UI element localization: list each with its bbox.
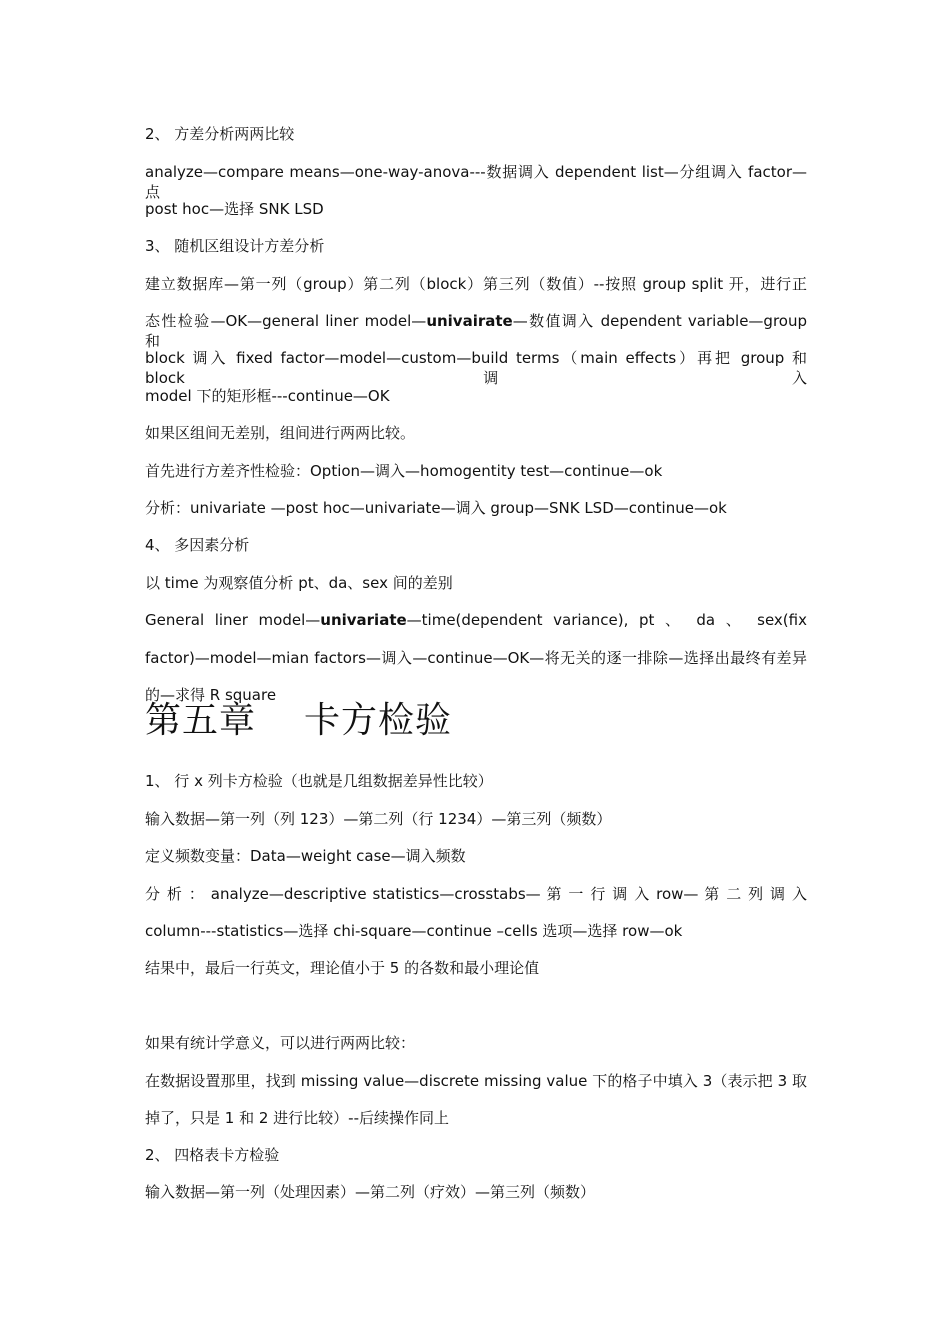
paragraph-line: 输入数据—第一列（列 123）—第二列（行 1234）—第三列（频数） [145,810,612,828]
section-heading: 2、 四格表卡方检验 [145,1146,280,1164]
bold-term: univairate [426,312,513,330]
paragraph-line: model 下的矩形框---continue—OK [145,387,390,405]
paragraph-line: 掉了，只是 1 和 2 进行比较）--后续操作同上 [145,1109,449,1127]
chapter-title: 卡方检验 [304,700,453,741]
paragraph-line [145,311,807,351]
paragraph-line: 如果有统计学意义，可以进行两两比较： [145,1034,416,1052]
paragraph-line: block 调入 fixed factor—model—custom—build terms（main effects）再把 group 和 block 调入 [145,349,807,387]
section-heading: 3、 随机区组设计方差分析 [145,237,325,255]
paragraph-line: column---statistics—选择 chi-square—continue –cells 选项—选择 row—ok [145,922,683,940]
paragraph-line: 如果区组间无差别，组间进行两两比较。 [145,424,416,442]
chapter-number: 第五章 [145,700,257,741]
paragraph-line: 的—求得 R square [145,686,277,704]
paragraph-line: post hoc—选择 SNK LSD [145,200,324,218]
paragraph-line: 分析：univariate —post hoc—univariate—调入 group—SNK LSD—continue—ok [145,499,727,517]
paragraph-line: 定义频数变量：Data—weight case—调入频数 [145,847,466,865]
section-heading: 4、 多因素分析 [145,536,250,554]
section-heading: 1、 行 x 列卡方检验（也就是几组数据差异性比较） [145,772,493,790]
paragraph-line: factor)—model—mian factors—调入—continue—OK—将无关的逐一排除—选择出最终有差异 [145,649,807,667]
paragraph-line: 建立数据库—第一列（group）第二列（block）第三列（数值）--按照 group split 开，进行正 [145,275,807,293]
bold-term: univariate [320,611,407,629]
paragraph-line [145,610,807,630]
text-segment: —数值调入 dependent variable—group 和 [145,312,808,350]
paragraph-line: 结果中，最后一行英文，理论值小于 5 的各数和最小理论值 [145,959,540,977]
paragraph-line: 以 time 为观察值分析 pt、da、sex 间的差别 [145,574,453,592]
paragraph-line: analyze—compare means—one-way-anova---数据调入 dependent list—分组调入 factor—点 [145,163,807,201]
section-heading: 2、 方差分析两两比较 [145,125,295,143]
text-segment: General liner model— [145,611,321,629]
text-segment: 态性检验—OK—general liner model— [145,312,427,330]
paragraph-line: 首先进行方差齐性检验：Option—调入—homogentity test—continue—ok [145,462,663,480]
paragraph-line: 分 析 ： analyze—descriptive statistics—crosstabs— 第 一 行 调 入 row— 第 二 列 调 入 [145,885,807,903]
chapter-heading [145,698,452,744]
paragraph-line: 输入数据—第一列（处理因素）—第二列（疗效）—第三列（频数） [145,1183,596,1201]
paragraph-line: 在数据设置那里，找到 missing value—discrete missing value 下的格子中填入 3（表示把 3 取 [145,1072,807,1090]
text-segment: —time(dependent variance), pt 、 da 、 sex(fix [406,611,807,629]
